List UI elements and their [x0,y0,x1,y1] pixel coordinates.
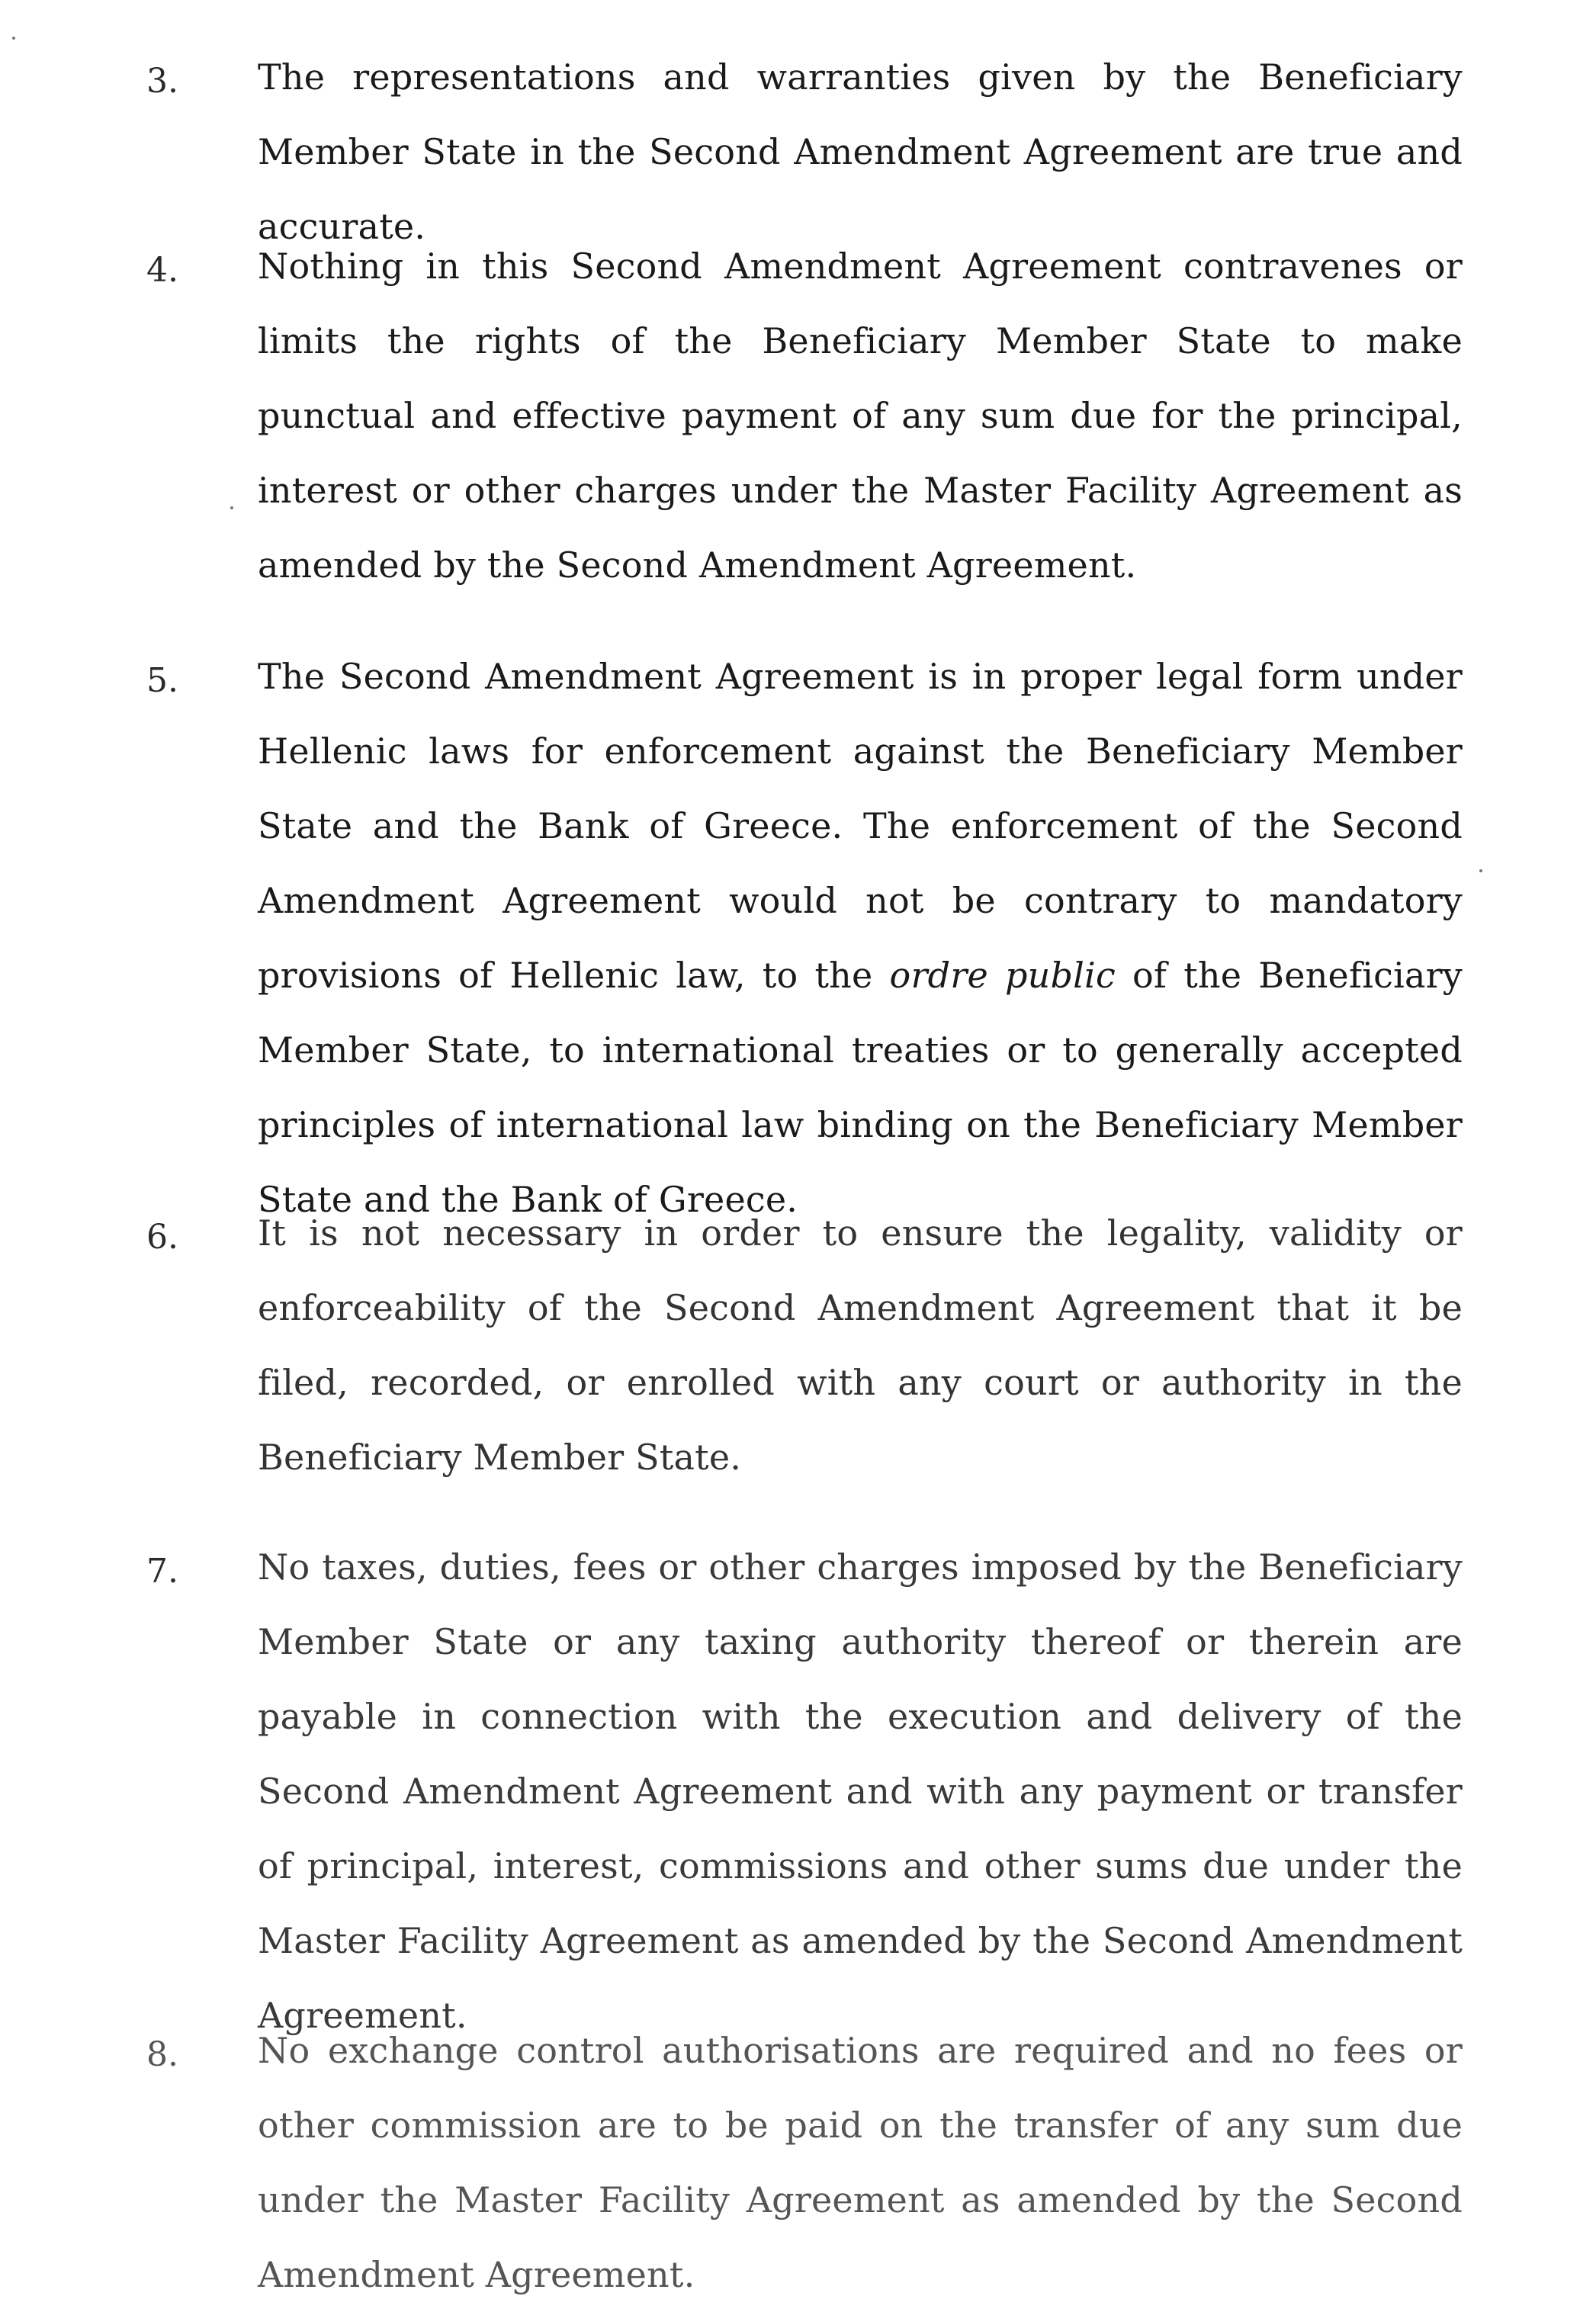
scan-speck [230,506,233,509]
clause-number: 8. [146,2035,178,2074]
clause-text-part: The Second Amendment Agreement is in proper legal form under Hellenic laws for enforcement against the Beneficiary Member State and the Bank of Greece. The enforcement of the Second Amendment Agreement would not be contrary to mandatory provisions of Hellenic law, to the [258,656,1463,996]
clause-text: Nothing in this Second Amendment Agreement contravenes or limits the rights of the Beneficiary Member State to make punctual and effective payment of any sum due for the principal, interest or other charges under the Master Facility Agreement as amended by the Second Amendment Agreement. [258,246,1463,586]
scan-speck [12,37,15,40]
clause-text: The representations and warranties given by the Beneficiary Member State in the Second Amendment Agreement are true and accurate. [258,56,1463,247]
clause-text: It is not necessary in order to ensure the legality, validity or enforceability of the Second Amendment Agreement that it be filed, recorded, or enrolled with any court or authority in the Beneficiary Member State. [258,1212,1463,1478]
clause-number: 6. [146,1218,178,1257]
clause-number: 4. [146,251,178,290]
clause-text [258,639,1463,1237]
clause-number: 3. [146,62,178,101]
clause-number: 7. [146,1552,178,1591]
clause-number: 5. [146,661,178,700]
clause-text-italic: ordre public [889,955,1116,996]
scan-speck [1479,869,1482,872]
clause-text: No taxes, duties, fees or other charges imposed by the Beneficiary Member State or any taxing authority thereof or therein are payable in connection with the execution and delivery of the Second Amendment Agreement and with any payment or transfer of principal, interest, commissions and other sums due under the Master Facility Agreement as amended by the Second Amendment Agreement. [258,1546,1463,2036]
clause-text-part: of the Beneficiary Member State, to international treaties or to generally accepted principles of international law binding on the Beneficiary Member State and the Bank of Greece. [258,955,1463,1220]
clause-text: No exchange control authorisations are required and no fees or other commission are to be paid on the transfer of any sum due under the Master Facility Agreement as amended by the Second Amendment Agreement. [258,2030,1463,2295]
